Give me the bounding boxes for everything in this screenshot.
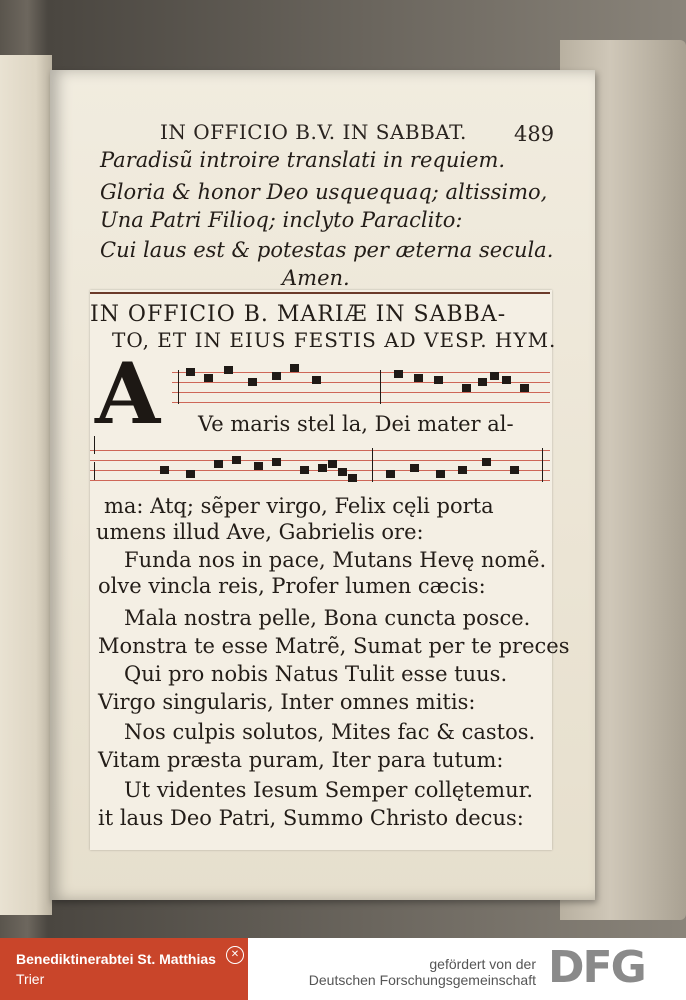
lyric-line-1: Ve maris stel la, Dei mater al- xyxy=(198,412,514,436)
page-number: 489 xyxy=(514,122,555,146)
text-line: Gloria & honor Deo usquequaq; altissimo, xyxy=(100,180,548,204)
text-line: Virgo singularis, Inter omnes mitis: xyxy=(98,690,476,714)
decorated-initial: A xyxy=(95,344,161,443)
text-line: it laus Deo Patri, Summo Christo decus: xyxy=(98,806,524,830)
text-line: Monstra te esse Matrẽ, Sumat per te preces xyxy=(98,634,570,658)
text-line: Funda nos in pace, Mutans Hevę nomẽ. xyxy=(124,548,547,572)
text-line: Paradisũ introire translati in requiem. xyxy=(100,148,506,172)
section-divider xyxy=(90,292,550,294)
text-line: Una Patri Filioq; inclyto Paraclito: xyxy=(100,208,463,232)
running-header: IN OFFICIO B.V. IN SABBAT. xyxy=(160,120,467,144)
abbey-logo-icon: ✕ xyxy=(226,946,244,964)
dfg-logo[interactable]: DFG xyxy=(548,942,645,993)
text-line: Nos culpis solutos, Mites fac & castos. xyxy=(124,720,536,744)
text-line: Vitam præsta puram, Iter para tutum: xyxy=(98,748,504,772)
text-line: umens illud Ave, Gabrielis ore: xyxy=(96,520,424,544)
institution-badge[interactable] xyxy=(0,938,248,1000)
funding-note-line2: Deutschen Forschungsgemeinschaft xyxy=(308,972,536,988)
text-line: Ut videntes Iesum Semper collętemur. xyxy=(124,778,534,802)
text-line: Mala nostra pelle, Bona cuncta posce. xyxy=(124,606,531,630)
section-subheading: TO, ET IN EIUS FESTIS AD VESP. HYM. xyxy=(112,328,557,352)
lyric-line-2: ma: Atq; sẽper virgo, Felix cęli porta xyxy=(104,494,494,518)
facing-page-edge xyxy=(0,55,52,915)
funding-note-line1: gefördert von der xyxy=(429,956,536,972)
institution-city: Trier xyxy=(16,971,45,987)
text-line: Qui pro nobis Natus Tulit esse tuus. xyxy=(124,662,508,686)
music-staff-1 xyxy=(172,362,550,412)
section-heading: IN OFFICIO B. MARIÆ IN SABBA- xyxy=(90,302,507,327)
text-line: Cui laus est & potestas per æterna secula. xyxy=(100,238,554,262)
music-staff-2 xyxy=(90,442,550,492)
text-line: Amen. xyxy=(282,266,350,290)
institution-name: Benediktinerabtei St. Matthias xyxy=(16,951,216,967)
attribution-footer xyxy=(0,938,686,1000)
text-line: olve vincla reis, Profer lumen cæcis: xyxy=(98,574,486,598)
